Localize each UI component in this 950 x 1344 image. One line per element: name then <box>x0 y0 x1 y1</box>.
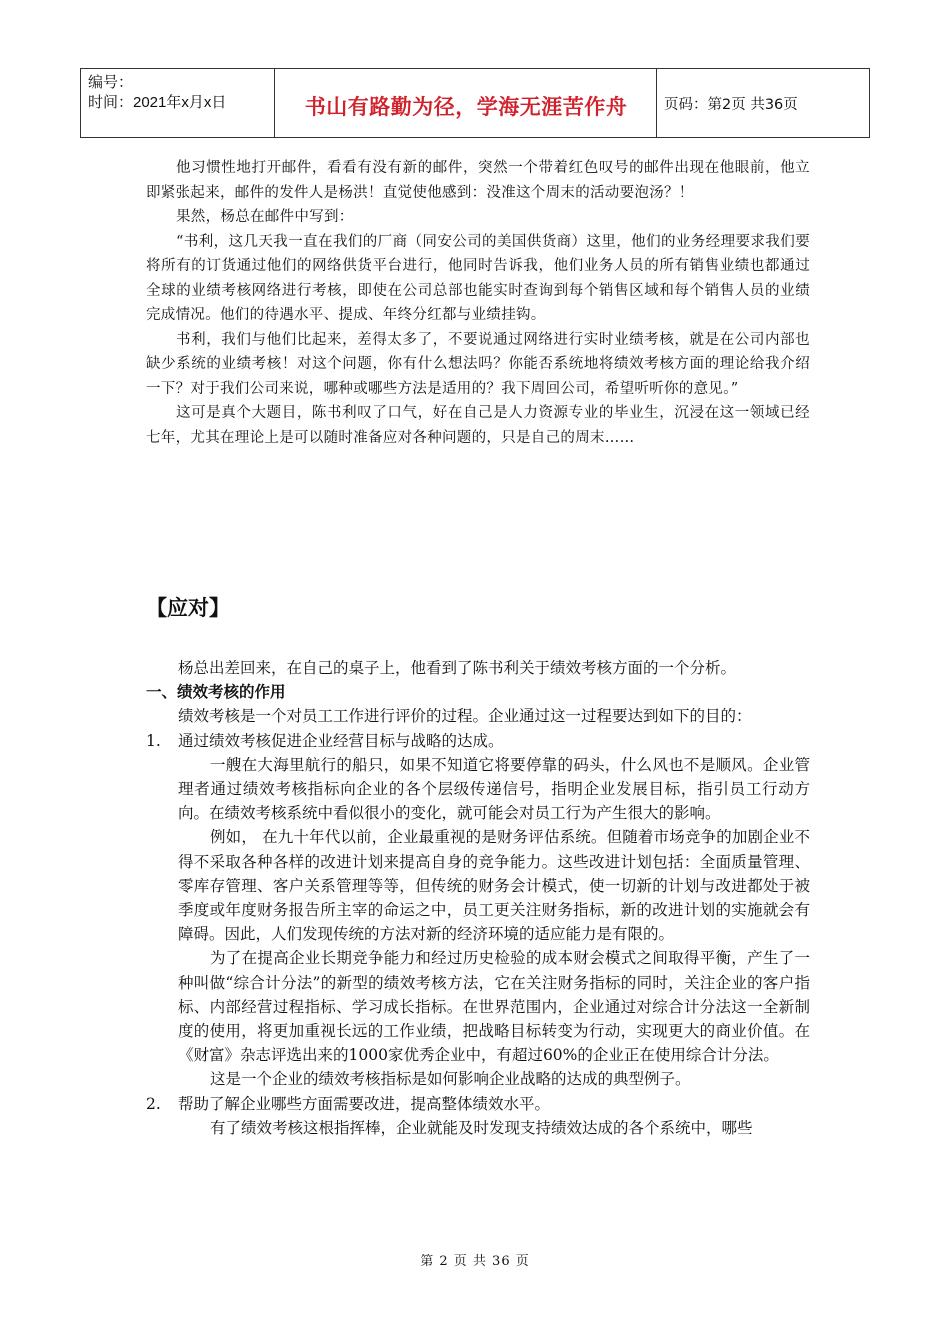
header-divider <box>80 69 81 137</box>
analysis-paragraph: 一艘在大海里航行的船只，如果不知道它将要停靠的码头，什么风也不是顺风。企业管理者通过绩效考核指标向企业的各个层级传递信号，指明企业发展目标，指引员工行动方向。在绩效考核系统中看似很小的变化，就可能会对员工行为产生很大的影响。 <box>178 755 810 823</box>
header-page-number: 页码：第2页 共36页 <box>664 97 798 113</box>
item-text: 帮助了解企业哪些方面需要改进，提高整体绩效水平。 <box>178 1094 551 1113</box>
document-number: 编号： <box>88 74 134 91</box>
story-paragraph: 书利，我们与他们比起来，差得太多了，不要说通过网络进行实时业绩考核，就是在公司内部也缺少系统的业绩考核！对这个问题，你有什么想法吗？你能否系统地将绩效考核方面的理论给我介绍一下？对于我们公司来说，哪种或哪些方法是适用的？我下周回公司，希望听听你的意见。” <box>146 331 810 397</box>
page-footer: 第 2 页 共 36 页 <box>420 1254 530 1269</box>
analysis-paragraph: 这是一个企业的绩效考核指标是如何影响企业战略的达成的典型例子。 <box>210 1070 691 1089</box>
analysis-paragraph: 为了在提高企业长期竞争能力和经过历史检验的成本财会模式之间取得平衡，产生了一种叫做“综合计分法”的新型的绩效考核方法，它在关注财务指标的同时，关注企业的客户指标、内部经营过程指标、学习成长指标。在世界范围内，企业通过对综合计分法这一全新制度的使用，将更加重视长远的工作业绩，把战略目标转变为行动，实现更大的商业价值。在《财富》杂志评选出来的1000家优秀企业中，有超过60%的企业正在使用综合计分法。 <box>178 949 810 1065</box>
header-motto: 书山有路勤为径，学海无涯苦作舟 <box>304 95 628 119</box>
item-number: 1. <box>146 731 161 750</box>
story-paragraph: “书利，这几天我一直在我们的厂商（同安公司的美国供货商）这里，他们的业务经理要求我们要将所有的订货通过他们的网络供货平台进行，他同时告诉我，他们业务人员的所有销售业绩也都通过全球的业绩考核网络进行考核，即使在公司总部也能实时查询到每个销售区域和每个销售人员的业绩完成情况。他们的待遇水平、提成、年终分红都与业绩挂钩。 <box>146 233 810 323</box>
analysis-text <box>146 656 810 1140</box>
item-number: 2. <box>146 1094 161 1113</box>
analysis-heading: 一、绩效考核的作用 <box>146 683 286 702</box>
story-text <box>146 156 810 450</box>
analysis-paragraph: 有了绩效考核这根指挥棒，企业就能及时发现支持绩效达成的各个系统中，哪些 <box>210 1118 753 1137</box>
header-divider <box>274 69 275 137</box>
header-meta <box>88 73 226 113</box>
header-divider <box>656 69 657 137</box>
analysis-intro: 杨总出差回来，在自己的桌子上，他看到了陈书利关于绩效考核方面的一个分析。 <box>178 659 737 677</box>
header-divider <box>869 69 870 137</box>
numbered-item <box>146 729 810 753</box>
numbered-item <box>146 1092 810 1116</box>
document-date: 时间：2021年x月x日 <box>88 94 227 111</box>
story-paragraph: 这可是真个大题目，陈书利叹了口气，好在自己是人力资源专业的毕业生，沉浸在这一领域已经七年，尤其在理论上是可以随时准备应对各种问题的，只是自己的周末…… <box>146 405 810 446</box>
item-text: 通过绩效考核促进企业经营目标与战略的达成。 <box>178 731 504 750</box>
story-paragraph: 果然，杨总在邮件中写到： <box>176 209 354 225</box>
analysis-lead: 绩效考核是一个对员工工作进行评价的过程。企业通过这一过程要达到如下的目的： <box>178 707 752 726</box>
section-title: 【应对】 <box>146 596 230 620</box>
header-table <box>80 68 870 138</box>
story-paragraph: 他习惯性地打开邮件，看看有没有新的邮件，突然一个带着红色叹号的邮件出现在他眼前，他立即紧张起来，邮件的发件人是杨洪！直觉使他感到：没准这个周末的活动要泡汤？！ <box>146 160 810 201</box>
analysis-paragraph: 例如， 在九十年代以前，企业最重视的是财务评估系统。但随着市场竞争的加剧企业不得不采取各种各样的改进计划来提高自身的竞争能力。这些改进计划包括：全面质量管理、零库存管理、客户关系管理等等，但传统的财务会计模式，使一切新的计划与改进都处于被季度或年度财务报告所主宰的命运之中，员工更关注财务指标，新的改进计划的实施就会有障碍。因此，人们发现传统的方法对新的经济环境的适应能力是有限的。 <box>178 828 810 944</box>
